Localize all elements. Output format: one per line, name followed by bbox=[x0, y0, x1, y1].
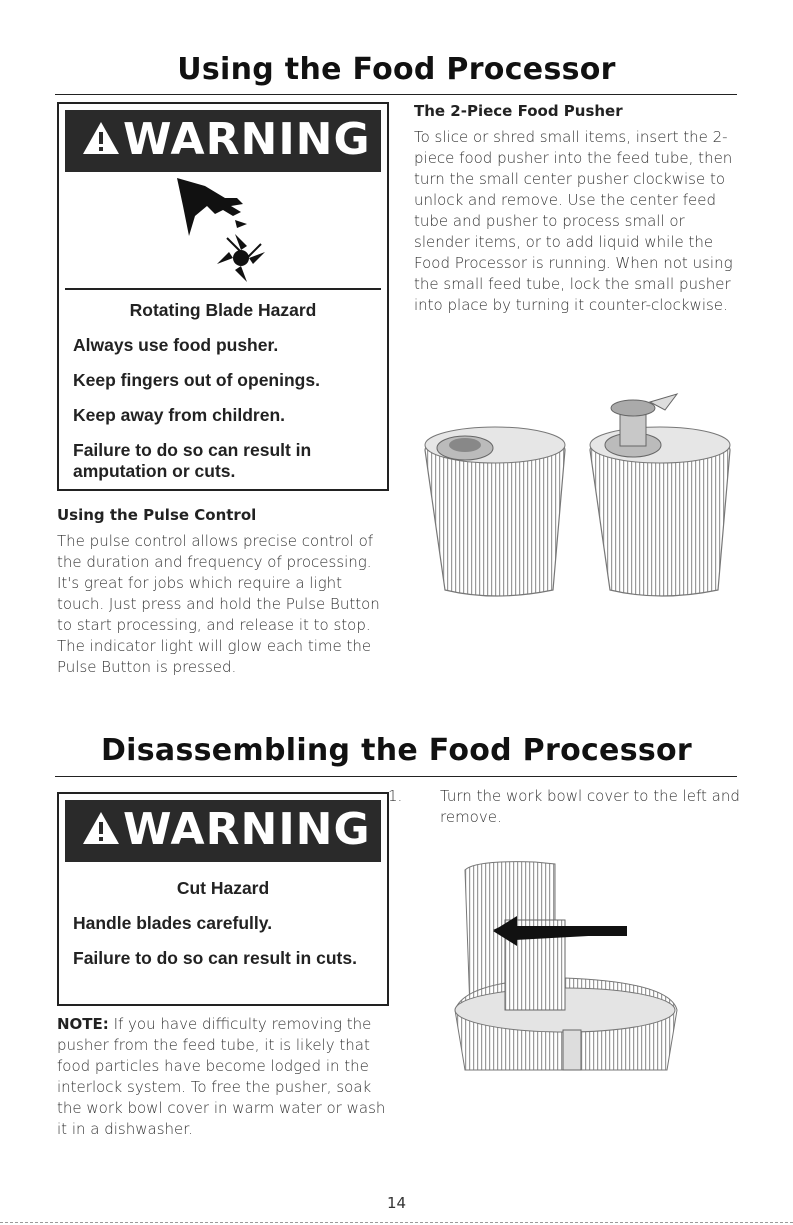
warning-line: Failure to do so can result in amputation or cuts. bbox=[73, 440, 312, 481]
food-pusher-illustration bbox=[415, 390, 735, 605]
warning-triangle-icon bbox=[81, 802, 121, 862]
bottom-border bbox=[0, 1222, 793, 1223]
step-number: 1. bbox=[388, 787, 403, 805]
warning-box-rotating-blade bbox=[57, 102, 389, 491]
note-paragraph bbox=[57, 1014, 387, 1140]
step-text: Turn the work bowl cover to the left and remove. bbox=[440, 787, 740, 826]
pusher-heading: The 2-Piece Food Pusher bbox=[414, 102, 623, 120]
warning-box-cut-hazard bbox=[57, 792, 389, 1006]
page-number: 14 bbox=[386, 1194, 407, 1212]
warning-heading: WARNING bbox=[123, 804, 371, 855]
section-title-disassembling: Disassembling the Food Processor bbox=[100, 733, 693, 768]
warning-divider bbox=[65, 288, 381, 290]
warning-line: Keep away from children. bbox=[73, 405, 286, 425]
pulse-heading: Using the Pulse Control bbox=[57, 506, 257, 524]
warning-line: Handle blades carefully. bbox=[73, 913, 273, 933]
note-body: If you have difficulty removing the pusher from the feed tube, it is likely that food particles have become lodged in the interlock system. To free the pusher, soak the work bowl cover in warm water or wash it in a dishwasher. bbox=[57, 1015, 386, 1138]
hazard-title: Cut Hazard bbox=[176, 878, 270, 898]
title-rule bbox=[55, 94, 737, 95]
note-label: NOTE: bbox=[57, 1015, 109, 1033]
warning-line: Failure to do so can result in cuts. bbox=[73, 948, 357, 968]
section-title-using: Using the Food Processor bbox=[177, 52, 616, 87]
warning-line: Keep fingers out of openings. bbox=[73, 370, 320, 390]
pulse-control-section bbox=[57, 505, 387, 678]
warning-header bbox=[65, 800, 381, 862]
step-item bbox=[388, 786, 744, 828]
pusher-body: To slice or shred small items, insert the 2-piece food pusher into the feed tube, then turn the small center pusher clockwise to unlock and remove. Use the center feed tube and pusher to process small or slender items, or to add liquid while the Food Processor is running. When not using the small feed tube, lock the small pusher into place by turning it counter-clockwise. bbox=[414, 128, 733, 314]
hand-blade-hazard-icon bbox=[65, 176, 381, 286]
warning-body bbox=[73, 300, 373, 496]
title-rule bbox=[55, 776, 737, 777]
warning-body bbox=[73, 878, 373, 983]
warning-heading: WARNING bbox=[123, 114, 371, 165]
bowl-cover-removal-illustration bbox=[445, 860, 680, 1078]
warning-line: Always use food pusher. bbox=[73, 335, 279, 355]
warning-header bbox=[65, 110, 381, 172]
warning-triangle-icon bbox=[81, 112, 121, 172]
pulse-body: The pulse control allows precise control of the duration and frequency of processing. It's great for jobs which require a light touch. Just press and hold the Pulse Button to start processing, and release it to stop. The indicator light will glow each time the Pulse Button is pressed. bbox=[57, 532, 380, 676]
hazard-title: Rotating Blade Hazard bbox=[129, 300, 317, 320]
food-pusher-section bbox=[414, 101, 744, 316]
